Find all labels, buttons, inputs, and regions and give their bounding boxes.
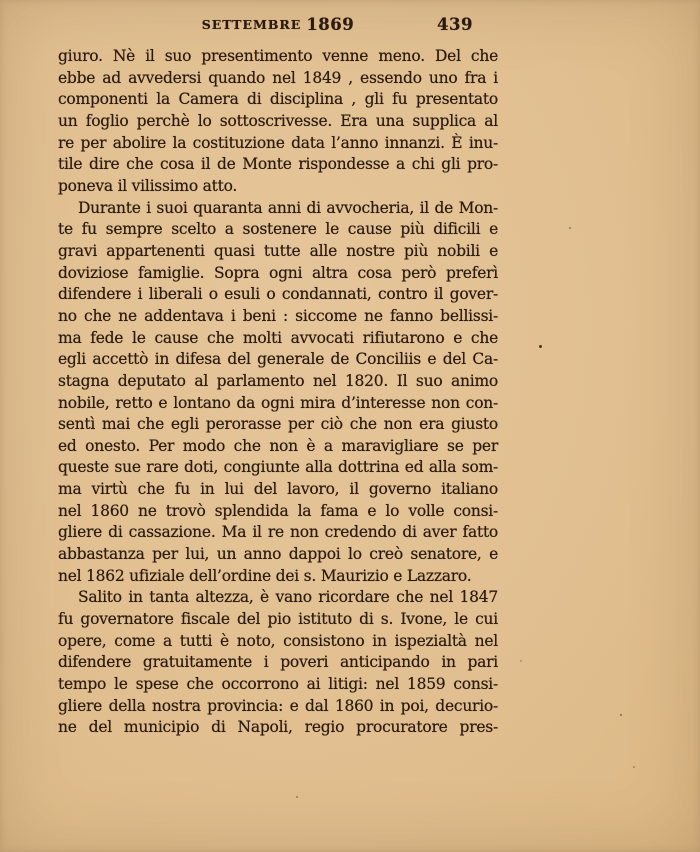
text-line: ed onesto. Per modo che non è a maravigliare se per — [58, 436, 498, 455]
scan-speck — [633, 766, 635, 768]
text-line: gliere di cassazione. Ma il re non credendo di aver fatto — [58, 523, 498, 542]
scan-speck — [296, 796, 298, 798]
text-line: nobile, retto e lontano da ogni mira d’interesse non con- — [58, 393, 498, 412]
text-line: fu governatore fiscale del pio istituto di s. Ivone, le cui — [58, 610, 498, 629]
text-line: Salito in tanta altezza, è vano ricordare che nel 1847 — [78, 588, 498, 607]
running-title — [202, 15, 355, 34]
text-line: ebbe ad avvedersi quando nel 1849 , essendo uno fra i — [58, 68, 498, 87]
text-line: nel 1860 ne trovò splendida la fama e lo volle consi- — [58, 501, 498, 520]
text-line: nel 1862 ufiziale dell’ordine dei s. Maurizio e Lazzaro. — [58, 566, 472, 585]
text-line: abbastanza per lui, un anno dappoi lo creò senatore, e — [58, 545, 498, 564]
text-line: poneva il vilissimo atto. — [58, 176, 238, 195]
text-line: un foglio perchè lo sottoscrivesse. Era una supplica al — [58, 111, 498, 130]
page-header — [58, 15, 498, 37]
text-line: no che ne addentava i beni : siccome ne fanno bellissi- — [58, 306, 498, 325]
text-line: difendere i liberali o esuli o condannati, contro il gover- — [58, 285, 498, 304]
scan-speck — [569, 227, 571, 229]
text-line: difendere gratuitamente i poveri anticipando in pari — [58, 653, 498, 672]
text-line: stagna deputato al parlamento nel 1820. Il suo animo — [58, 371, 498, 390]
text-block — [58, 46, 498, 739]
page-number: 439 — [437, 15, 473, 34]
text-line: sentì mai che egli perorasse per ciò che non era giusto — [58, 415, 498, 434]
text-line: queste sue rare doti, congiunte alla dottrina ed alla som- — [58, 458, 498, 477]
running-title-year: 1869 — [306, 15, 355, 34]
text-line: gliere della nostra provincia: e dal 1860 in poi, decurio- — [58, 696, 498, 715]
text-line: ne del municipio di Napoli, regio procuratore pres- — [58, 718, 498, 737]
text-line: egli accettò in difesa del generale de Conciliis e del Ca- — [58, 350, 498, 369]
text-line: tile dire che cosa il de Monte rispondesse a chi gli pro- — [58, 155, 498, 174]
running-title-month: SETTEMBRE — [201, 17, 302, 32]
text-line: re per abolire la costituzione data l’anno innanzi. È inu- — [58, 133, 498, 152]
text-line: Durante i suoi quaranta anni di avvocheria, il de Mon- — [78, 198, 498, 217]
text-line: componenti la Camera di disciplina , gli fu presentato — [58, 90, 498, 109]
text-line: te fu sempre scelto a sostenere le cause più dificili e — [58, 220, 498, 239]
text-line: tempo le spese che occorrono ai litigi: nel 1859 consi- — [58, 675, 498, 694]
text-line: ma virtù che fu in lui del lavoro, il governo italiano — [58, 480, 498, 499]
scan-speck — [520, 660, 522, 662]
text-line: ma fede le cause che molti avvocati rifiutarono e che — [58, 328, 498, 347]
text-line: opere, come a tutti è noto, consistono in ispezialtà nel — [58, 631, 498, 650]
scan-speck — [539, 345, 542, 348]
text-line: giuro. Nè il suo presentimento venne meno. Del che — [58, 47, 498, 65]
scan-speck — [620, 714, 622, 716]
text-line: doviziose famiglie. Sopra ogni altra cosa però preferì — [58, 263, 498, 282]
text-line: gravi appartenenti quasi tutte alle nostre più nobili e — [58, 241, 498, 260]
